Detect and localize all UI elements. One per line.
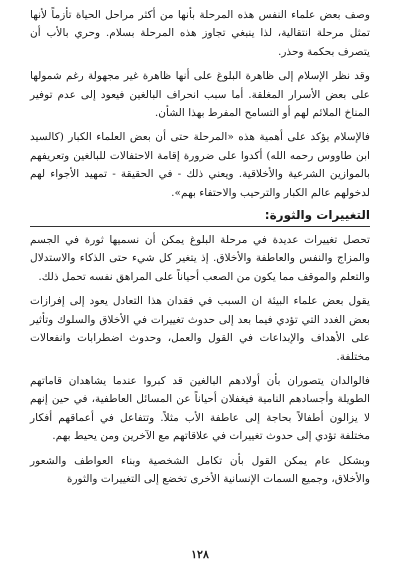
paragraph-parents: فالوالدان يتصوران بأن أولادهم البالغين قد كبروا عندما يشاهدان قاماتهم الطويلة وأجسادهم النامية فيغفلان أحياناً عن المسائل العاطفية، في حين إنهم لا يزالون أطفالاً بحاجة إلى عاطفة الأب مثلاً. وتتفاعل في أعماقهم أفكار مختلفة تؤدي إلى حدوث تغييرات في علاقاتهم مع الآخرين ومن يحيط بهم. <box>30 374 370 443</box>
paragraph-changes: تحصل تغييرات عديدة في مرحلة البلوغ يمكن أن نسميها ثورة في الجسم والمزاج والنفس والعاطفة والأخلاق. إذ يتغير كل شيء حتى الذكاء والاستدلال والتعلم والموقف مما يكون من الصعب أحياناً على المراهق نفسه تحمل ذلك. <box>30 234 370 283</box>
section-heading: التغييرات والثورة: <box>264 208 370 223</box>
paragraph-personality: وبشكل عام يمكن القول بأن تكامل الشخصية وبناء العواطف والشعور والأخلاق، وجميع السمات الإنسانية الأخرى تخضع إلى التغييرات والثورة <box>30 454 370 485</box>
paragraph-celebration: فالإسلام يؤكد على أهمية هذه «المرحلة حتى أن بعض العلماء الكبار (كالسيد ابن طاووس رحمه الله) أكدوا على ضرورة إقامة الاحتفالات للبالغين وتعريفهم بالموازين الشرعية والأخلاقية. ويعني ذلك - في الحقيقة - تمهيد الأجواء لهم لدخولهم عالم الكبار والترحيب والاحتفاء بهم». <box>30 131 370 199</box>
page-number: ١٢٨ <box>191 548 209 561</box>
paragraph-adolescence-crisis: وصف بعض علماء النفس هذه المرحلة بأنها من أكثر مراحل الحياة تأزماً لأنها تمثل مرحلة انتقالية، لذا ينبغي تجاوز هذه المرحلة بسلام. وحري بالأب أن يتصرف بحكمة وحذر. <box>30 9 370 58</box>
paragraph-glands: يقول بعض علماء البيئة ان السبب في فقدان هذا التعادل يعود إلى إفرازات بعض الغدد التي تؤدي فيما بعد إلى حدوث تغييرات في الأخلاق والسلوك وتأثير على الأهداف والإبداعات في القول والعمل، وحدوث اضطرابات وانفعالات مختلفة. <box>30 295 370 363</box>
heading-divider <box>30 226 370 227</box>
document-page <box>30 6 370 563</box>
paragraph-islam-view: وقد نظر الإسلام إلى ظاهرة البلوغ على أنها ظاهرة غير مجهولة رغم شمولها على بعض الأسرار المغلقة. أما سبب انحراف البالغين فيعود إلى عدم توفير المناخ الملائم لهم أو التسامح المفرط بهذا الشأن. <box>30 70 370 120</box>
